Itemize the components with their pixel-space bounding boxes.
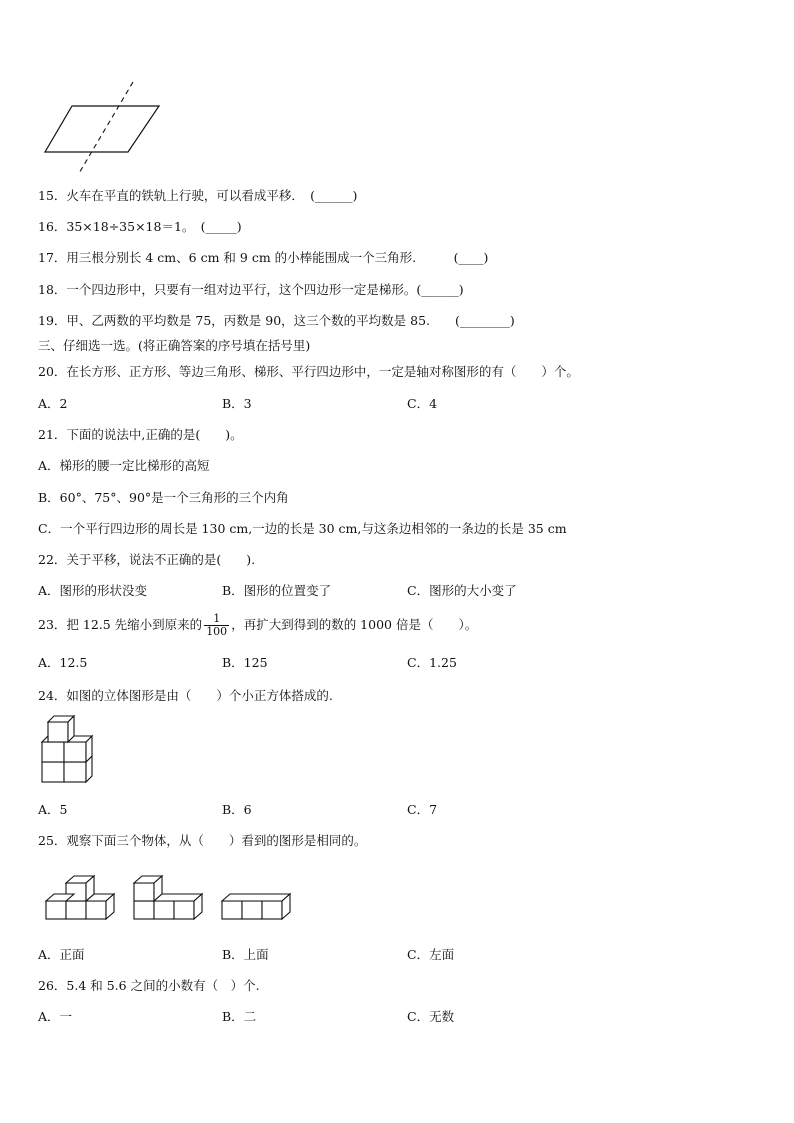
section-3-heading: 三、仔细选一选。(将正确答案的序号填在括号里) — [38, 338, 311, 353]
q24-option-c: C．7 — [407, 802, 438, 817]
q21-option-a: A．梯形的腰一定比梯形的高短 — [38, 458, 210, 473]
q26-option-c: C．无数 — [407, 1009, 455, 1024]
question-26: 26．5.4 和 5.6 之间的小数有（ ）个. — [38, 978, 260, 993]
question-18: 18．一个四边形中，只要有一组对边平行，这个四边形一定是梯形。(______) — [38, 282, 464, 297]
question-22: 22．关于平移，说法不正确的是( ). — [38, 552, 256, 567]
q25-option-c: C．左面 — [407, 947, 455, 962]
object-1 — [46, 876, 114, 919]
question-23 — [38, 608, 477, 642]
q23-option-b: B．125 — [222, 655, 268, 670]
q26-option-a: A．一 — [38, 1009, 73, 1024]
q20-option-c: C．4 — [407, 396, 438, 411]
q23-text-post: ，再扩大到得到的数的 1000 倍是（ ）。 — [231, 617, 478, 632]
q23-text-pre: 23．把 12.5 先缩小到原来的 — [38, 617, 203, 632]
object-2 — [134, 876, 202, 919]
q25-option-a: A．正面 — [38, 947, 85, 962]
question-17: 17．用三根分别长 4 cm、6 cm 和 9 cm 的小棒能围成一个三角形. (____) — [38, 250, 489, 265]
q20-option-b: B．3 — [222, 396, 252, 411]
question-25: 25．观察下面三个物体，从（ ）看到的图形是相同的。 — [38, 833, 367, 848]
q23-option-a: A．12.5 — [38, 655, 88, 670]
q21-option-b: B．60°、75°、90°是一个三角形的三个内角 — [38, 490, 289, 505]
question-16: 16．35×18÷35×18＝1。 (_____) — [38, 219, 242, 234]
question-21: 21．下面的说法中,正确的是( )。 — [38, 427, 243, 442]
q23-option-c: C．1.25 — [407, 655, 457, 670]
q25-option-b: B．上面 — [222, 947, 269, 962]
q24-option-b: B．6 — [222, 802, 252, 817]
fraction-denominator: 100 — [206, 625, 228, 638]
q24-option-a: A．5 — [38, 802, 68, 817]
q22-option-b: B．图形的位置变了 — [222, 583, 332, 598]
fraction-numerator: 1 — [213, 612, 221, 625]
q22-option-c: C．图形的大小变了 — [407, 583, 517, 598]
fraction-one-hundredth — [204, 613, 229, 638]
q20-option-a: A．2 — [38, 396, 68, 411]
question-24: 24．如图的立体图形是由（ ）个小正方体搭成的. — [38, 688, 333, 703]
question-15: 15．火车在平直的铁轨上行驶，可以看成平移． (______) — [38, 188, 358, 203]
q22-option-a: A．图形的形状没变 — [38, 583, 148, 598]
q26-option-b: B．二 — [222, 1009, 257, 1024]
object-3 — [222, 894, 290, 919]
question-19: 19．甲、乙两数的平均数是 75，丙数是 90，这三个数的平均数是 85. (________) — [38, 313, 515, 328]
question-20: 20．在长方形、正方形、等边三角形、梯形、平行四边形中，一定是轴对称图形的有（ ）个。 — [38, 364, 579, 379]
q21-option-c: C．一个平行四边形的周长是 130 cm,一边的长是 30 cm,与这条边相邻的一条边的长是 35 cm — [38, 521, 567, 536]
